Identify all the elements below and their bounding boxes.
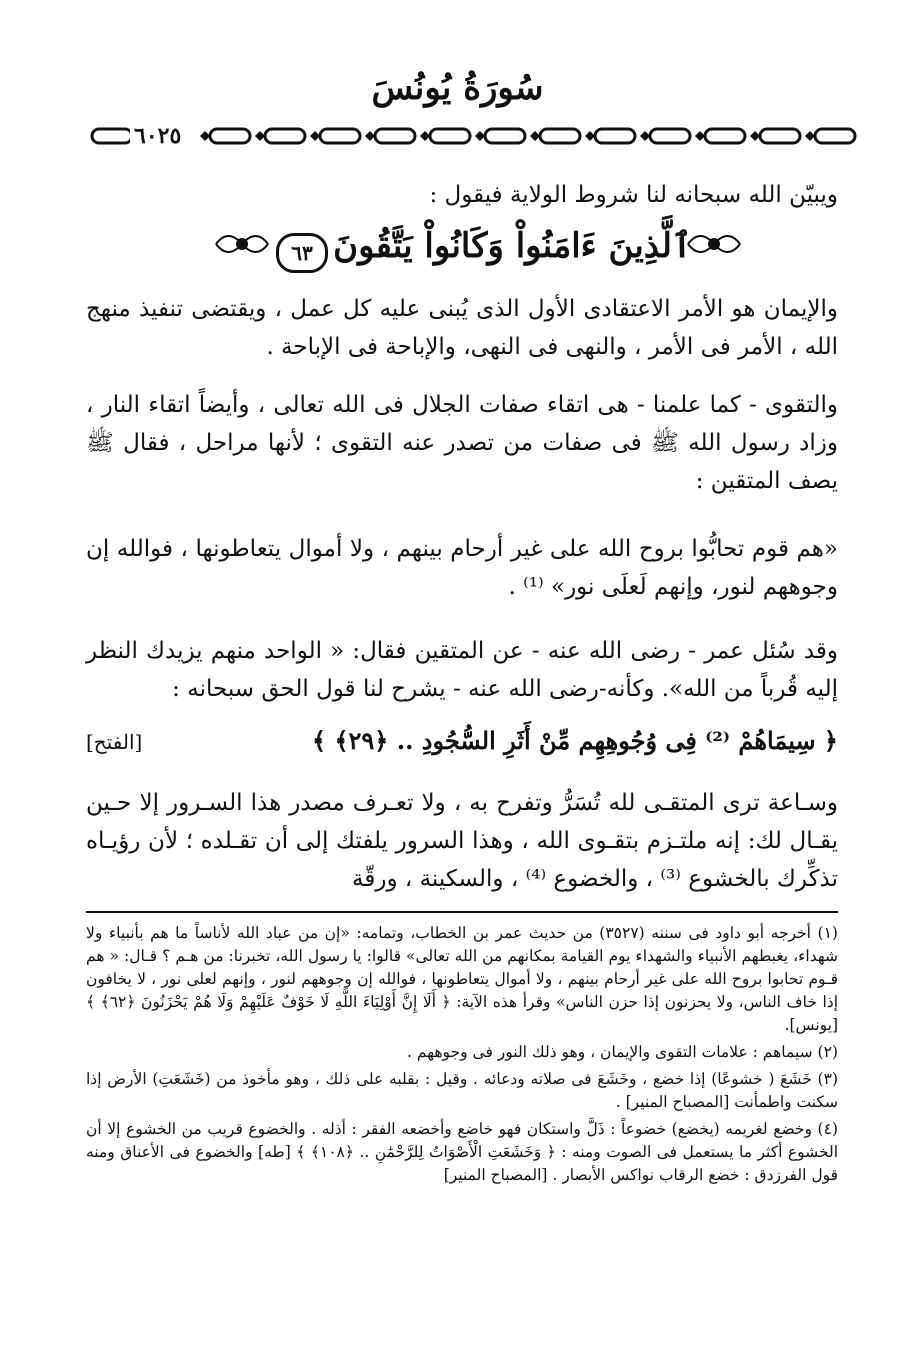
footnote-1: (١) أخرجه أبو داود فى سننه (٣٥٢٧) من حديث عمر بن الخطاب، وتمامه: «إن من عباد الله لأناساً ما هم بأنبياء ولا شهداء، يغبطهم الأنبياء والشهداء يوم القيامة بمكانهم من الله تعالى» قالوا: يا رسول الله، تخبرنا: من هـم ؟ قـال: « هم قـوم تحابوا بروح الله على غير أرحام بينهم ، ولا أموال يتعاطونها ، فوالله إن وجوههم لنور ، وإنهم لعلى نور ، لا يخافون إذا خاف الناس، ولا يحزنون إذا حزن الناس» وقرأ هذه الآية: ﴿ أَلَا إِنَّ أَوْلِيَاءَ اللَّهِ لَا خَوْفٌ عَلَيْهِمْ وَلَا هُمْ يَحْزَنُونَ ﴿٦٢﴾ ﴾ [يونس]. (86, 924, 839, 1034)
footnotes (86, 922, 838, 1187)
intro-text: ويبيّن الله سبحانه لنا شروط الولاية فيقول : (429, 182, 838, 208)
intro-line (86, 176, 838, 214)
paragraph-3 (86, 530, 838, 606)
paragraph-1 (86, 290, 838, 366)
surah-title: سُورَةُ يُونُسَ (371, 68, 544, 108)
quote-source: [الفتح] (86, 730, 143, 754)
footnote-4: (٤) وخضع لغريمه (يخضع) خضوعاً : ذَلَّ واستكان فهو خاضع وأخضعه الفقر : أذله . والخضوع قريب من الخشوع إلا أن الخشوع أكثر ما يستعمل فى الصوت ومنه : ﴿ وَخَشَعَتِ الْأَصْوَاتُ لِلرَّحْمَٰنِ .. ﴿١٠٨﴾ ﴾ [طه] والخضوع فى الأعناق ومنه قول الفرزدق : خضع الرقاب نواكس الأبصار . [المصباح المنير] (86, 1120, 838, 1184)
page-number: ٦٠٢٥ (130, 122, 185, 150)
footnote-separator (86, 911, 838, 913)
paragraph-text: وقد سُئل عمر - رضى الله عنه - عن المتقين فقال: « الواحد منهم يزيدك النظر إليه قُرباً من الله». وكأنه-رضى الله عنه - يشرح لنا قول الحق سبحانه : (86, 638, 838, 702)
paragraph-2 (86, 386, 838, 500)
paragraph-text: وسـاعة ترى المتقـى لله تُسَرُّ وتفرح به ، ولا تعـرف مصدر هذا السـرور إلا حـين يقـال لك: إنه ملتـزم بتقـوى الله ، وهذا السرور يلفتك إلى أن تقـلده ؛ لأن رؤيـاه تذكِّرك بالخشوع ⁽³⁾ ، والخضوع ⁽⁴⁾ ، والسكينة ، ورقّة (86, 790, 838, 892)
quote-text: ﴿ سِيمَاهُمْ ⁽²⁾ فِى وُجُوهِهِم مِّنْ أَثَرِ السُّجُودِ .. ﴿٢٩﴾ ﴾ (312, 726, 838, 755)
verse-number: ٦٣ (276, 233, 328, 273)
paragraph-4 (86, 632, 838, 708)
paragraph-text: والتقوى - كما علمنا - هى اتقاء صفات الجلال فى الله تعالى ، وأيضاً اتقاء النار ، وزاد رسول الله ﷺ فى صفات من تصدر عنه التقوى ؛ لأنها مراحل ، فقال ﷺ يصف المتقين : (86, 392, 838, 494)
quranic-quote (86, 726, 838, 766)
paragraph-text: «هم قوم تحابُّوا بروح الله على غير أرحام بينهم ، ولا أموال يتعاطونها ، فوالله إن وجوههم لنور، وإنهم لَعلَى نور» ⁽¹⁾ . (86, 536, 838, 600)
footnote-3: (٣) خَشَعَ ( خشوعًا) إذا خضع ، وخَشَعَ فى صلاته ودعائه . وقيل : بقلبه على ذلك ، وهو مأخوذ من (خَشَعَتِ) الأرض إذا سكنت واطمأنت [المصباح المنير] . (86, 1070, 838, 1111)
header-ornament-border (90, 122, 860, 150)
verse-text: ٱلَّذِينَ ءَامَنُواْ وَكَانُواْ يَتَّقُونَ (333, 226, 692, 266)
paragraph-5 (86, 784, 838, 898)
quranic-verse (210, 214, 750, 278)
footnote-2: (٢) سيماهم : علامات التقوى والإيمان ، وهو ذلك النور فى وجوههم . (407, 1043, 838, 1061)
paragraph-text: والإيمان هو الأمر الاعتقادى الأول الذى يُبنى عليه كل عمل ، ويقتضى تنفيذ منهج الله ، الأمر فى الأمر ، والنهى فى النهى، والإباحة فى الإباحة . (86, 296, 838, 360)
